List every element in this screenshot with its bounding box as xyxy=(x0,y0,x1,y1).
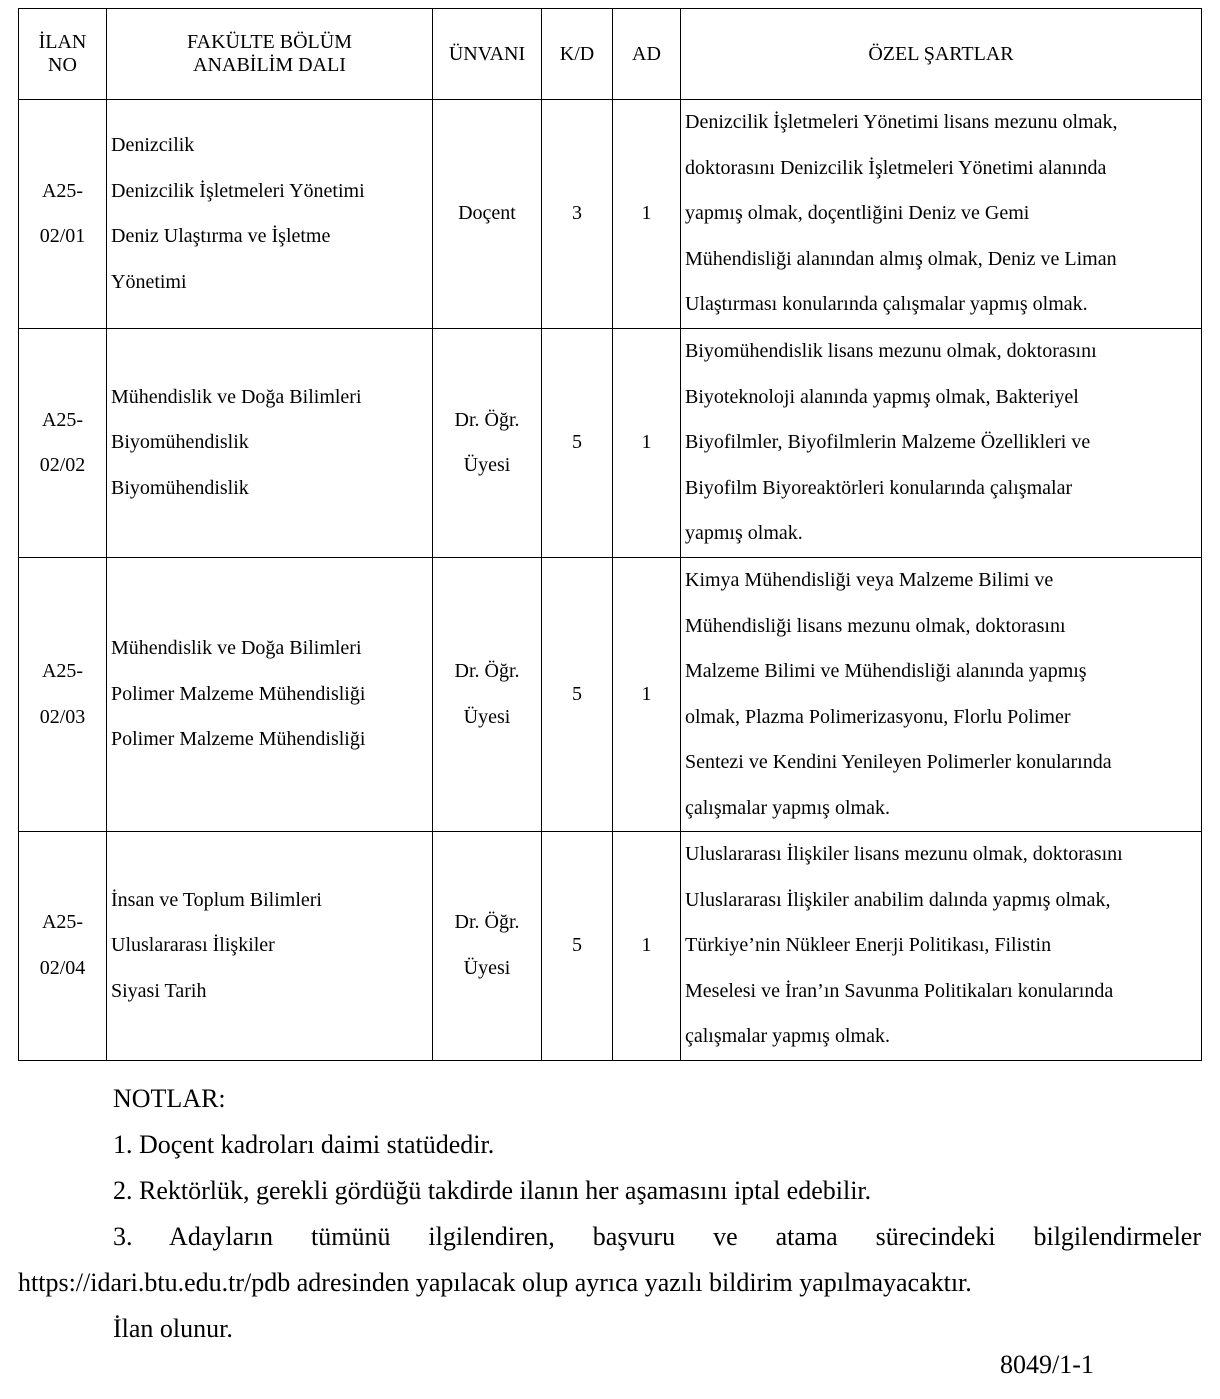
text-line: Biyomühendislik xyxy=(111,476,249,499)
unit-cell xyxy=(107,329,433,558)
text-line: Siyasi Tarih xyxy=(111,979,207,1002)
kd-cell: 5 xyxy=(542,832,613,1061)
text-line: Mühendislik ve Doğa Bilimleri xyxy=(111,385,362,408)
text-line: Polimer Malzeme Mühendisliği xyxy=(111,728,366,751)
kd-cell: 5 xyxy=(542,558,613,832)
text-line: 02/03 xyxy=(39,705,86,728)
header-title xyxy=(433,9,542,100)
text-line: Ulaştırması konularında çalışmalar yapmış olmak. xyxy=(685,293,1088,316)
text-line: Üyesi xyxy=(463,454,511,476)
text-line: Sentezi ve Kendini Yenileyen Polimerler konularında xyxy=(685,751,1112,773)
header-ilan-no xyxy=(19,9,107,100)
header-row xyxy=(19,9,1202,100)
text-line: Denizcilik xyxy=(111,134,195,156)
text-line: Üyesi xyxy=(463,956,511,979)
ilan-no-cell xyxy=(19,832,107,1061)
text-line: ANABİLİM DALI xyxy=(193,54,346,76)
text-line: yapmış olmak, doçentliğini Deniz ve Gemi xyxy=(685,202,1030,225)
text-line: 02/01 xyxy=(39,225,86,247)
ad-cell: 1 xyxy=(613,100,681,329)
ad-cell: 1 xyxy=(613,329,681,558)
text-line: 02/02 xyxy=(39,454,86,476)
text-line: Biyofilmler, Biyofilmlerin Malzeme Özellikleri ve xyxy=(685,431,1091,454)
text-line: Üyesi xyxy=(463,705,511,728)
text-line: Biyofilm Biyoreaktörleri konularında çalışmalar xyxy=(685,476,1073,499)
ilan-no-cell xyxy=(19,100,107,329)
text-line: Denizcilik İşletmeleri Yönetimi lisans mezunu olmak, xyxy=(685,111,1118,134)
text-line: Mühendisliği lisans mezunu olmak, doktorasını xyxy=(685,614,1066,637)
text-line: Uluslararası İlişkiler anabilim dalında yapmış olmak, xyxy=(685,888,1111,911)
text-line: NO xyxy=(48,54,77,76)
text-line: Yönetimi xyxy=(111,270,187,293)
unit-cell xyxy=(107,100,433,329)
text-line: Uluslararası İlişkiler lisans mezunu olmak, doktorasını xyxy=(685,843,1123,865)
text-line: Biyomühendislik lisans mezunu olmak, doktorasını xyxy=(685,340,1097,363)
table-row xyxy=(19,100,1202,329)
unit-cell xyxy=(107,558,433,832)
text-line: A25- xyxy=(41,408,84,431)
kd-cell: 5 xyxy=(542,329,613,558)
text-line: yapmış olmak. xyxy=(685,522,803,545)
text-line: Doçent xyxy=(458,202,516,225)
text-line: çalışmalar yapmış olmak. xyxy=(685,796,890,819)
ilan-no-cell xyxy=(19,329,107,558)
text-line: Dr. Öğr. xyxy=(454,408,520,431)
text-line: İLAN xyxy=(38,31,87,53)
document-reference: 8049/1-1 xyxy=(1000,1350,1094,1379)
requirements-cell xyxy=(681,832,1202,1061)
text-line: doktorasını Denizcilik İşletmeleri Yönetimi alanında xyxy=(685,156,1107,179)
title-cell xyxy=(433,100,542,329)
text-line: Uluslararası İlişkiler xyxy=(111,934,275,956)
text-line: Dr. Öğr. xyxy=(454,660,520,682)
text-line: Türkiye’nin Nükleer Enerji Politikası, Filistin xyxy=(685,934,1052,956)
title-cell xyxy=(433,329,542,558)
requirements-cell xyxy=(681,558,1202,832)
text-line: Mühendislik ve Doğa Bilimleri xyxy=(111,637,362,660)
text-line: A25- xyxy=(41,911,84,934)
closing-text: İlan olunur. xyxy=(113,1314,233,1343)
text-line: İnsan ve Toplum Bilimleri xyxy=(111,888,322,911)
text-line: Polimer Malzeme Mühendisliği xyxy=(111,682,366,705)
kd-cell: 3 xyxy=(542,100,613,329)
text-line: Biyoteknoloji alanında yapmış olmak, Bakteriyel xyxy=(685,385,1079,408)
ad-cell: 1 xyxy=(613,832,681,1061)
header-requirements xyxy=(681,9,1202,100)
note-2: 2. Rektörlük, gerekli gördüğü takdirde ilanın her aşamasını iptal edebilir. xyxy=(113,1176,872,1205)
text-line: A25- xyxy=(41,660,84,682)
header-kd xyxy=(542,9,613,100)
text-line: Malzeme Bilimi ve Mühendisliği alanında yapmış xyxy=(685,660,1087,682)
text-line: Kimya Mühendisliği veya Malzeme Bilimi ve xyxy=(685,569,1054,591)
requirements-cell xyxy=(681,329,1202,558)
notes-section xyxy=(18,1076,1201,1352)
text-line: A25- xyxy=(41,179,84,202)
note-1: 1. Doçent kadroları daimi statüdedir. xyxy=(113,1130,495,1159)
text-line: çalışmalar yapmış olmak. xyxy=(685,1025,890,1047)
notes-heading: NOTLAR: xyxy=(113,1084,226,1113)
text-line: Deniz Ulaştırma ve İşletme xyxy=(111,225,331,247)
text-line: FAKÜLTE BÖLÜM xyxy=(186,31,352,53)
header-ad xyxy=(613,9,681,100)
requirements-cell xyxy=(681,100,1202,329)
header-unit xyxy=(107,9,433,100)
text-line: olmak, Plazma Polimerizasyonu, Florlu Polimer xyxy=(685,705,1071,728)
table-row xyxy=(19,832,1202,1061)
table-row xyxy=(19,558,1202,832)
positions-table xyxy=(18,8,1202,1061)
text-line: AD xyxy=(632,42,661,65)
text-line: ÖZEL ŞARTLAR xyxy=(868,42,1014,65)
text-line: Meselesi ve İran’ın Savunma Politikaları konularında xyxy=(685,979,1114,1002)
title-cell xyxy=(433,558,542,832)
text-line: Denizcilik İşletmeleri Yönetimi xyxy=(111,179,365,202)
text-line: ÜNVANI xyxy=(448,42,526,65)
note-3: 3. Adayların tümünü ilgilendiren, başvuru ve atama sürecindeki bilgilendirmeler https://idari.btu.edu.tr/pdb adresinden yapılacak olup ayrıca yazılı bildirim yapılmayacaktır. xyxy=(18,1222,1201,1297)
text-line: K/D xyxy=(559,42,595,65)
text-line: Dr. Öğr. xyxy=(454,911,520,934)
text-line: 02/04 xyxy=(39,956,86,979)
title-cell xyxy=(433,832,542,1061)
text-line: Biyomühendislik xyxy=(111,431,249,454)
text-line: Mühendisliği alanından almış olmak, Deniz ve Liman xyxy=(685,247,1117,270)
unit-cell xyxy=(107,832,433,1061)
ad-cell: 1 xyxy=(613,558,681,832)
ilan-no-cell xyxy=(19,558,107,832)
table-row xyxy=(19,329,1202,558)
